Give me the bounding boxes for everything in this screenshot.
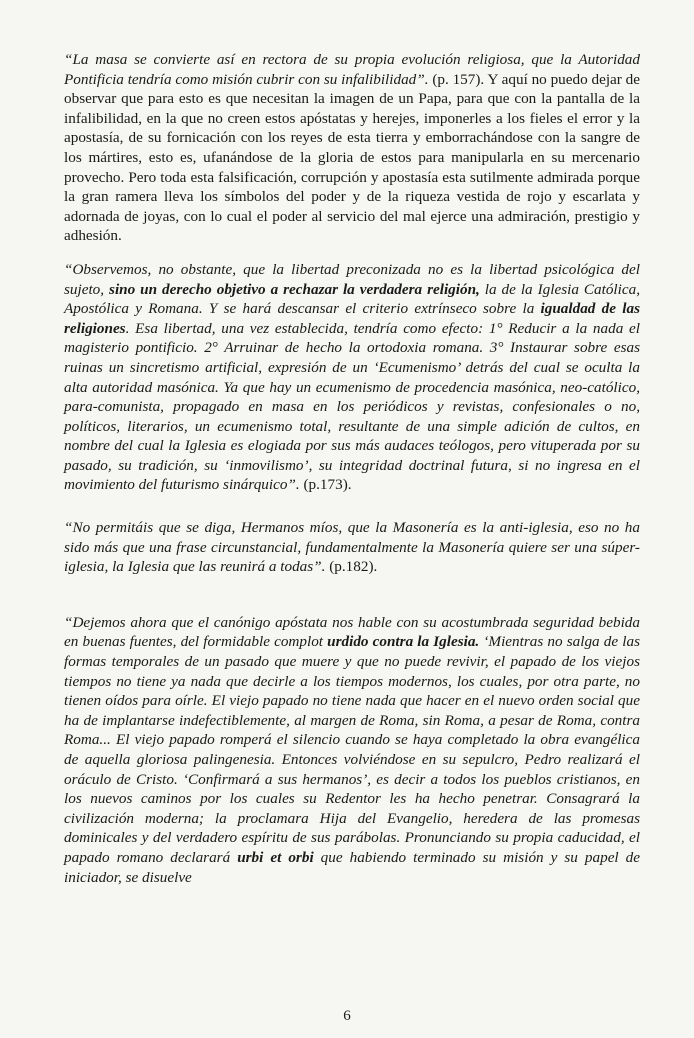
commentary-text: Y aquí no puedo dejar de observar que para esto es que necesitan la imagen de un Papa, para que con la pantalla de la infalibilidad, en la que no creen estos apóstatas y herejes, imponerles a los fieles el error y la apostasía, de su fornicación con los reyes de esta tierra y emborrachándose con la sangre de los mártires, esto es, ufanándose de la gloria de estos para manipularla en su mercenario provecho. Pero toda esta falsificación, corrupción y apostasía esta sutilmente admirada porque la gran ramera lleva los símbolos del poder y de la riqueza vestida de rojo y escarlata y adornada de joyas, con lo cual el poder al servicio del mal ejerce una admiración, prestigio y adhesión.: [64, 70, 640, 245]
paragraph-3: [64, 518, 640, 577]
emphasis-text: sino un derecho objetivo a rechazar la verdadera religión,: [109, 280, 480, 298]
page-reference: (p.173).: [299, 476, 352, 494]
page-number: 6: [343, 1008, 351, 1024]
page-reference: (p. 157).: [428, 70, 485, 88]
paragraph-2: [64, 260, 640, 495]
quote-text: “La masa se convierte así en rectora de su propia evolución religiosa, que la Autoridad Pontificia tendría como misión cubrir con su infalibilidad”.: [64, 51, 640, 88]
quote-text: “No permitáis que se diga, Hermanos míos, que la Masonería es la anti-iglesia, eso no ha sido más que una frase circunstancial, fundamentalmente la Masonería quiere ser una súper-iglesia, la Iglesia que las reunirá a todas”.: [64, 519, 640, 576]
emphasis-text: urdido contra la Iglesia.: [327, 633, 480, 651]
quote-text: “Dejemos ahora que el canónigo apóstata nos hable con su acostumbrada seguridad bebida en buenas fuentes, del formidable complot: [64, 613, 640, 651]
paragraph-4: [64, 613, 640, 887]
emphasis-text: igualdad de las religiones: [64, 300, 640, 337]
quote-text: que habiendo terminado su misión y su papel de iniciador, se disuelve: [64, 848, 640, 886]
quote-text: “Observemos, no obstante, que la libertad preconizada no es la libertad psicológica del sujeto,: [64, 260, 640, 298]
quote-text: la de la Iglesia Católica, Apostólica y Romana. Y se hará descansar el criterio extrínseco sobre la: [64, 280, 640, 318]
paragraph-1: [64, 50, 640, 246]
emphasis-text: urbi et orbi: [237, 848, 314, 866]
quote-text: ‘Mientras no salga de las formas temporales de un pasado que muere y que no puede revivir, el papado de los viejos tiempos no tiene ya nada que decirle a los tiempos modernos, los cuales, por otra parte, no tienen oídos para oírle. El viejo papado no tiene nada que hacer en el nuevo orden social que ha de implantarse indefectiblemente, al margen de Roma, sin Roma, a pesar de Roma, contra Roma... El viejo papado romperá el silencio cuando se haya completado la obra evangélica de aquella gloriosa palingenesia. Entonces volviéndose en su sepulcro, Pedro realizará el oráculo de Cristo. ‘Confirmará a sus hermanos’, es decir a todos los pueblos cristianos, en los nuevos caminos por los cuales su Redentor les ha hecho penetrar. Consagrará la civilización moderna; la proclamara Hija del Evangelio, heredera de las promesas dominicales y del verdadero espíritu de sus parábolas. Pronunciando su propia caducidad, el papado romano declarará: [64, 633, 640, 866]
page-reference: (p.182).: [325, 558, 378, 576]
quote-text: . Esa libertad, una vez establecida, tendría como efecto: 1° Reducir a la nada el magisterio pontificio. 2° Arruinar de hecho la ortodoxia romana. 3° Instaurar sobre esas ruinas un sincretismo artificial, expresión de un ‘Ecumenismo’ detrás del cual se oculta la alta autoridad masónica. Ya que hay un ecumenismo de procedencia masónica, neo-católico, para-comunista, propagado en masa en los periódicos y revistas, confesionales o no, políticos, literarios, un ecumenismo total, resultante de una simple adición de cultos, en nombre del cual la Iglesia es elogiada por sus más audaces teólogos, pero vituperada por su pasado, su tradición, su ‘inmovilismo’, su integridad doctrinal futura, si no ingresa en el movimiento del futurismo sinárquico”.: [64, 319, 640, 494]
